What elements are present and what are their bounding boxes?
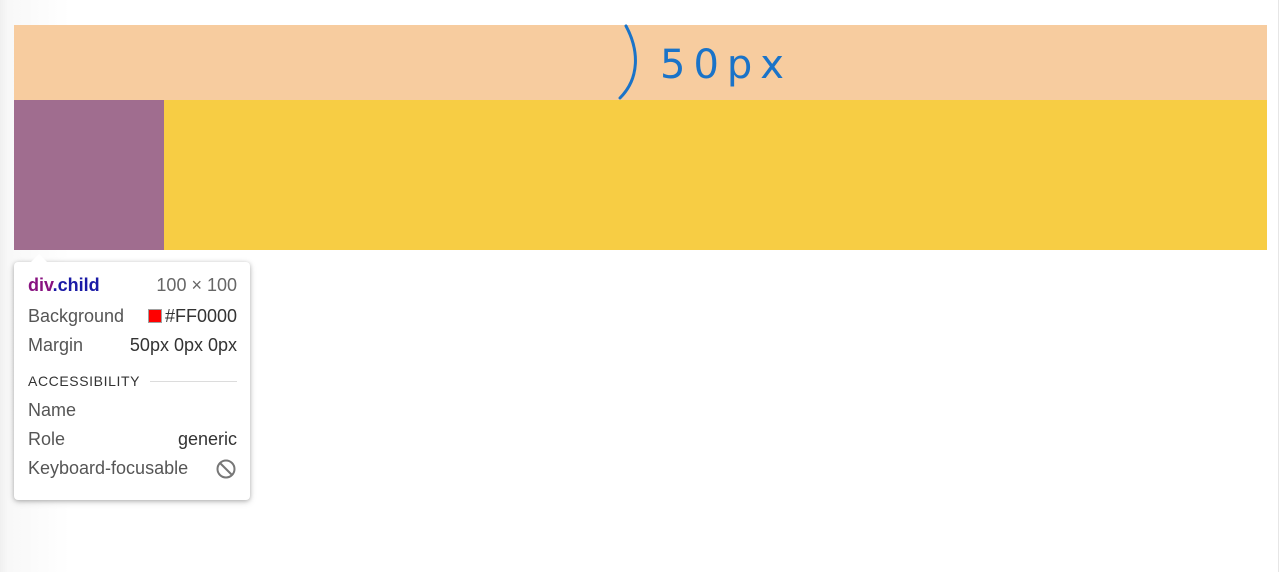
property-row-margin	[28, 331, 237, 360]
element-class: .child	[52, 274, 100, 295]
accessibility-heading: ACCESSIBILITY	[28, 373, 141, 389]
annotation-text: 50px	[660, 42, 792, 88]
inspect-tooltip	[14, 262, 250, 500]
background-color-value: #FF0000	[164, 306, 237, 326]
accessibility-row-focusable	[28, 454, 237, 483]
accessibility-section-header	[28, 366, 237, 396]
property-value	[148, 306, 237, 327]
accessibility-role-value: generic	[177, 429, 237, 449]
element-dimensions: 100 × 100	[156, 274, 237, 295]
accessibility-name-label: Name	[28, 400, 77, 420]
not-allowed-icon	[215, 458, 237, 480]
accessibility-focusable-label: Keyboard-focusable	[28, 458, 189, 478]
child-element-highlight[interactable]	[14, 100, 164, 250]
element-selector	[28, 275, 100, 296]
section-divider	[150, 381, 237, 382]
margin-value: 50px 0px 0px	[129, 335, 237, 355]
margin-highlight	[14, 25, 1267, 100]
accessibility-row-role	[28, 425, 237, 454]
tooltip-header	[28, 272, 237, 298]
element-tag: div	[28, 274, 53, 295]
property-label: Background	[28, 306, 125, 326]
property-row-background	[28, 302, 237, 331]
accessibility-role-label: Role	[28, 429, 66, 449]
accessibility-row-name	[28, 396, 237, 425]
tooltip-arrow	[30, 254, 48, 263]
parent-element[interactable]	[14, 100, 1267, 250]
color-swatch	[148, 309, 162, 323]
property-label: Margin	[28, 335, 84, 355]
